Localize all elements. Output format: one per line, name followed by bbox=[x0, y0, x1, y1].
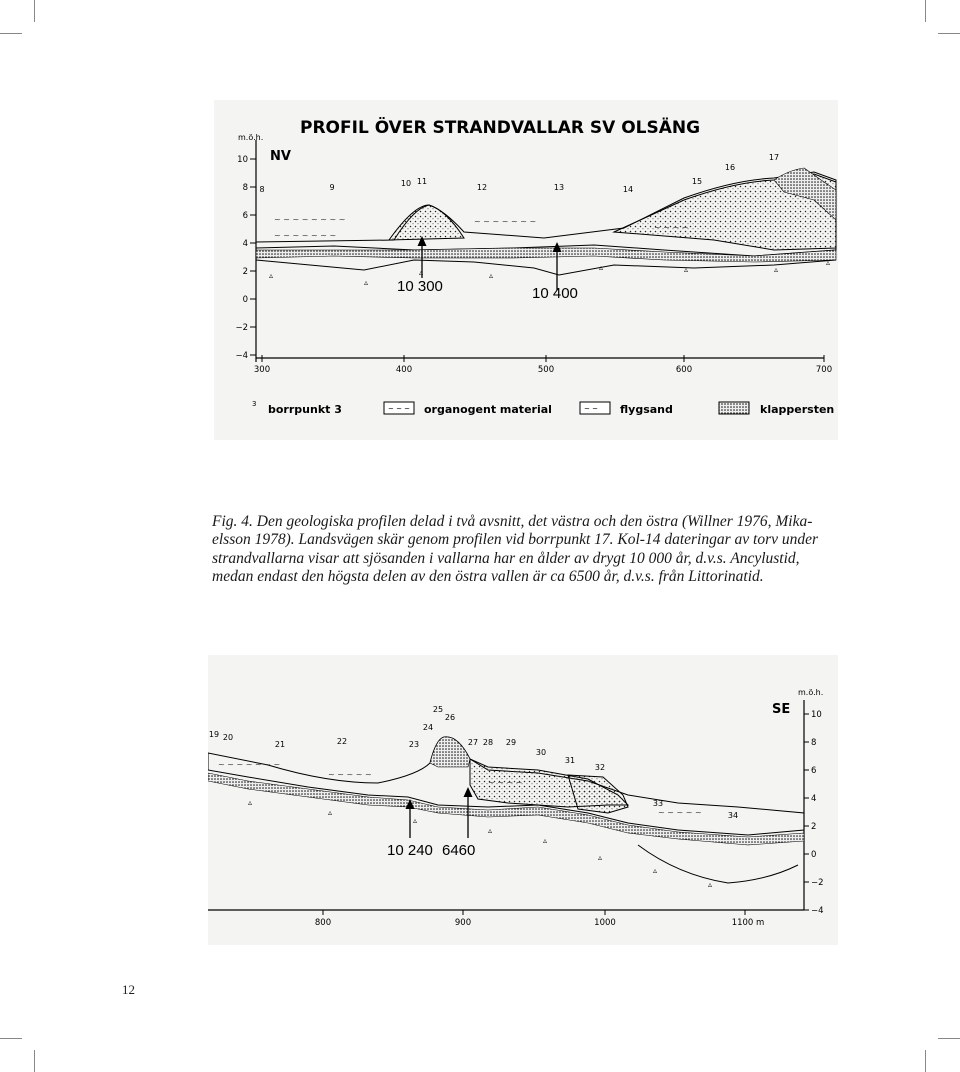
crop-mark bbox=[34, 1050, 35, 1072]
y-tick-label: 8 bbox=[242, 183, 248, 193]
svg-text:▵: ▵ bbox=[708, 880, 713, 889]
y-tick-label: 2 bbox=[811, 822, 817, 832]
legend-klappersten: klappersten bbox=[760, 403, 835, 416]
legend-organogent: organogent material bbox=[424, 403, 552, 416]
svg-text:~ ~ ~ ~: ~ ~ ~ ~ bbox=[488, 778, 523, 787]
svg-text:▵: ▵ bbox=[653, 866, 658, 875]
svg-text:~ ~: ~ ~ bbox=[584, 405, 598, 413]
y-tick-label: 2 bbox=[242, 267, 248, 277]
axis-unit-label: m.ö.h. bbox=[798, 688, 824, 697]
borehole-label: 13 bbox=[553, 183, 565, 192]
borehole-label: 10 bbox=[400, 179, 412, 188]
borehole-label: 33 bbox=[652, 799, 664, 808]
caption-line: Fig. 4. Den geologiska profilen delad i två avsnitt, det västra och den östra (Willner 1976, Mika- bbox=[212, 513, 813, 530]
axis-unit-label: m.ö.h. bbox=[238, 133, 264, 142]
x-tick-label: 600 bbox=[675, 365, 693, 375]
borehole-label: 11 bbox=[416, 177, 428, 186]
x-tick-label: 1100 m bbox=[731, 918, 765, 928]
y-tick-label: 0 bbox=[242, 295, 248, 305]
borehole-label: 14 bbox=[622, 185, 634, 194]
direction-label: NV bbox=[270, 149, 291, 164]
crop-mark bbox=[0, 1038, 22, 1039]
borehole-label: 29 bbox=[505, 738, 517, 747]
date-label: 6460 bbox=[442, 842, 476, 859]
borehole-label: 27 bbox=[467, 738, 479, 747]
y-tick-label: −4 bbox=[811, 906, 824, 916]
svg-text:▵: ▵ bbox=[684, 265, 689, 274]
y-tick-label: 8 bbox=[811, 738, 817, 748]
borehole-label: 15 bbox=[691, 177, 703, 186]
date-label: 10 240 bbox=[387, 842, 433, 859]
y-tick-label: −2 bbox=[235, 323, 248, 333]
borehole-label: 28 bbox=[482, 738, 494, 747]
svg-text:▵: ▵ bbox=[599, 263, 604, 272]
caption-line: strandvallarna visar att sjösanden i vallarna har en ålder av drygt 10 000 år, d.v.s. Ancylustid, bbox=[212, 549, 800, 567]
y-tick-label: 4 bbox=[811, 794, 817, 804]
borehole-label: 12 bbox=[476, 183, 488, 192]
svg-text:~ ~ ~ ~ ~: ~ ~ ~ ~ ~ bbox=[658, 808, 702, 817]
borehole-label: 31 bbox=[564, 756, 576, 765]
legend-borrpunkt: borrpunkt 3 bbox=[268, 403, 342, 416]
svg-text:▵: ▵ bbox=[543, 836, 548, 845]
y-tick-label: −4 bbox=[235, 351, 248, 361]
x-tick-label: 900 bbox=[454, 918, 472, 928]
svg-text:▵: ▵ bbox=[248, 798, 253, 807]
caption-line: medan endast den högsta delen av den östra vallen är ca 6500 år, d.v.s. från Littorinatid. bbox=[212, 568, 764, 586]
svg-text:~ ~ ~ ~: ~ ~ ~ ~ bbox=[654, 223, 689, 232]
page-number: 12 bbox=[122, 982, 135, 997]
borehole-label: 34 bbox=[727, 811, 739, 820]
borehole-label: 9 bbox=[329, 183, 335, 192]
figure-bottom bbox=[208, 655, 838, 945]
x-tick-label: 300 bbox=[253, 365, 271, 375]
y-tick-label: 10 bbox=[811, 710, 822, 720]
profile-nv-diagram bbox=[214, 100, 838, 440]
date-label: 10 300 bbox=[397, 278, 443, 295]
crop-mark bbox=[938, 33, 960, 34]
crop-mark bbox=[0, 33, 22, 34]
svg-text:~ ~ ~ ~ ~ ~ ~: ~ ~ ~ ~ ~ ~ ~ bbox=[474, 217, 537, 226]
x-tick-label: 800 bbox=[314, 918, 332, 928]
crop-mark bbox=[925, 0, 926, 22]
borehole-label: 26 bbox=[444, 713, 456, 722]
figure-title: PROFIL ÖVER STRANDVALLAR SV OLSÄNG bbox=[300, 118, 701, 138]
svg-text:▵: ▵ bbox=[598, 853, 603, 862]
svg-text:~ ~ ~ ~ ~ ~ ~: ~ ~ ~ ~ ~ ~ ~ bbox=[274, 231, 337, 240]
borehole-label: 19 bbox=[208, 730, 220, 739]
borehole-label: 21 bbox=[274, 740, 286, 749]
x-tick-label: 700 bbox=[815, 365, 833, 375]
borehole-label: 17 bbox=[768, 153, 780, 162]
profile-se-diagram bbox=[208, 655, 838, 945]
borehole-label: 25 bbox=[432, 705, 444, 714]
svg-text:▵: ▵ bbox=[419, 268, 424, 277]
borehole-label: 24 bbox=[422, 723, 434, 732]
caption-line: elsson 1978). Landsvägen skär genom profilen vid borrpunkt 17. Kol-14 dateringar av torv under bbox=[212, 531, 819, 549]
y-tick-label: 6 bbox=[811, 766, 817, 776]
svg-text:▵: ▵ bbox=[774, 265, 779, 274]
figure-top bbox=[214, 100, 838, 440]
direction-label: SE bbox=[772, 702, 791, 717]
svg-text:▵: ▵ bbox=[488, 826, 493, 835]
svg-text:▵: ▵ bbox=[489, 271, 494, 280]
svg-text:~ ~ ~ ~ ~ ~ ~ ~: ~ ~ ~ ~ ~ ~ ~ ~ bbox=[274, 215, 346, 224]
x-tick-label: 1000 bbox=[594, 918, 616, 928]
borehole-label: 23 bbox=[408, 740, 420, 749]
svg-text:~ ~ ~: ~ ~ ~ bbox=[388, 405, 411, 413]
legend-borrpunkt-symbol: 3 bbox=[252, 400, 257, 408]
svg-text:~ ~ ~ ~ ~ ~ ~: ~ ~ ~ ~ ~ ~ ~ bbox=[218, 760, 281, 769]
svg-text:▵: ▵ bbox=[413, 816, 418, 825]
x-tick-label: 500 bbox=[537, 365, 555, 375]
borehole-label: 30 bbox=[535, 748, 547, 757]
borehole-label: 8 bbox=[259, 185, 265, 194]
y-tick-label: 6 bbox=[242, 211, 248, 221]
borehole-label: 32 bbox=[594, 763, 606, 772]
crop-mark bbox=[925, 1050, 926, 1072]
svg-text:▵: ▵ bbox=[328, 808, 333, 817]
x-tick-label: 400 bbox=[395, 365, 413, 375]
svg-text:▵: ▵ bbox=[364, 278, 369, 287]
borehole-label: 20 bbox=[222, 733, 234, 742]
legend-flygsand: flygsand bbox=[620, 403, 673, 416]
svg-text:▵: ▵ bbox=[826, 258, 831, 267]
y-tick-label: 0 bbox=[811, 850, 817, 860]
y-tick-label: 4 bbox=[242, 239, 248, 249]
y-tick-label: 10 bbox=[237, 155, 248, 165]
figure-caption bbox=[212, 513, 838, 587]
y-tick-label: −2 bbox=[811, 878, 824, 888]
date-label: 10 400 bbox=[532, 285, 578, 302]
crop-mark bbox=[938, 1038, 960, 1039]
borehole-label: 16 bbox=[724, 163, 736, 172]
svg-text:~ ~ ~ ~ ~: ~ ~ ~ ~ ~ bbox=[328, 770, 372, 779]
svg-text:▵: ▵ bbox=[269, 271, 274, 280]
borehole-label: 22 bbox=[336, 737, 348, 746]
crop-mark bbox=[34, 0, 35, 22]
